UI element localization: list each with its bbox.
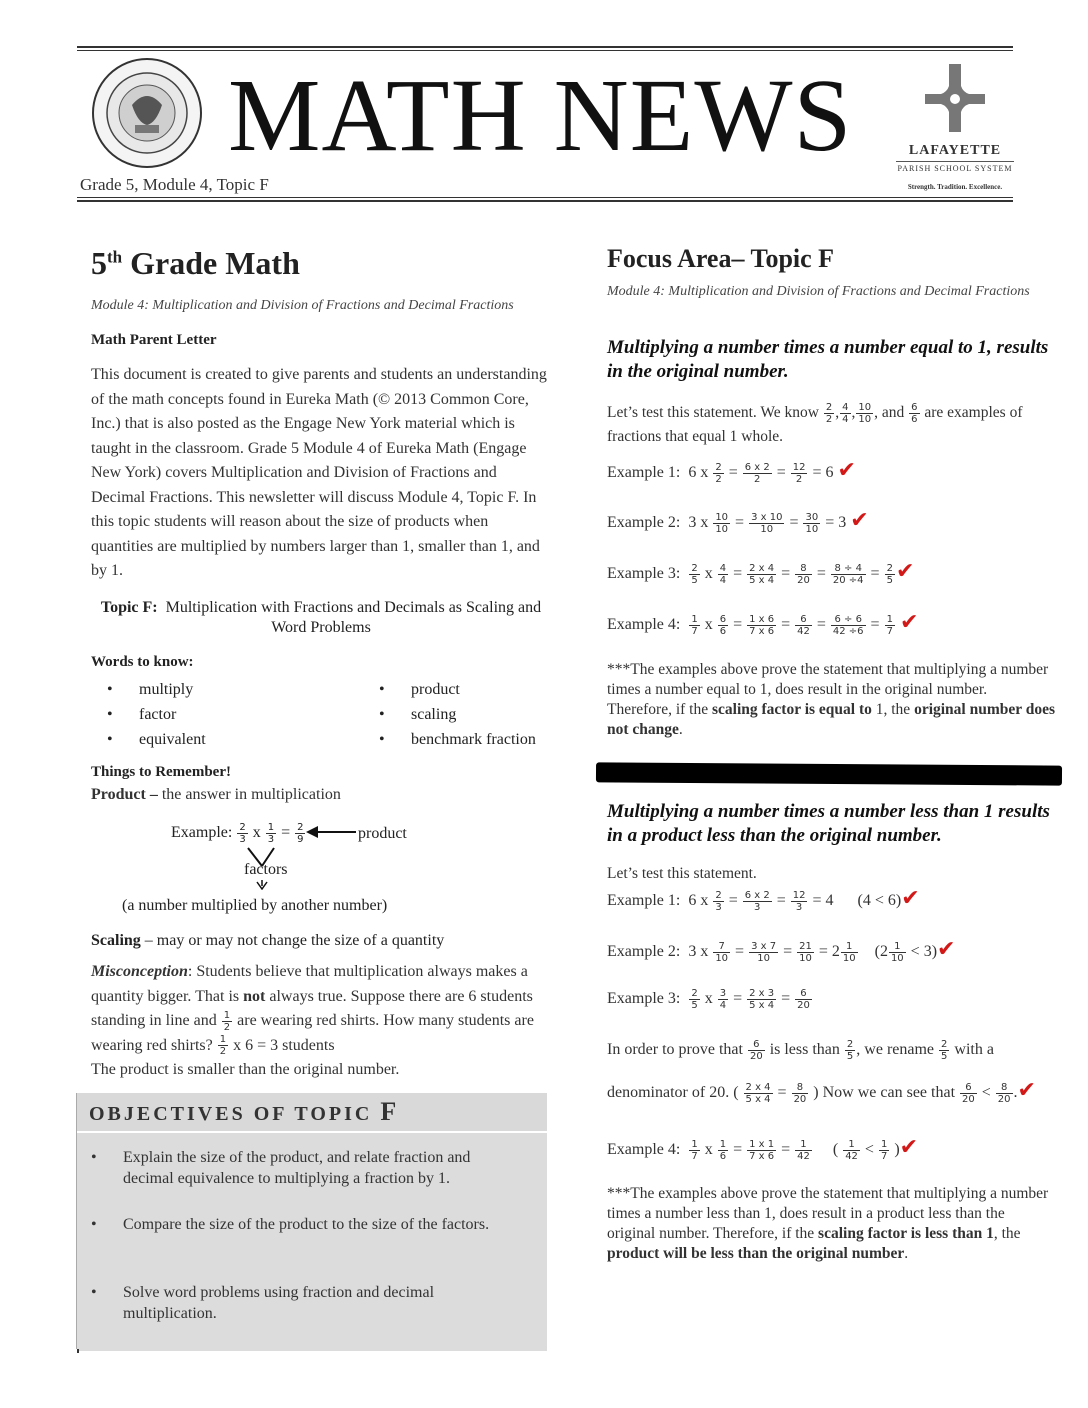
parent-letter-heading: Math Parent Letter	[91, 332, 217, 348]
grade-title: 5th Grade Math	[91, 245, 300, 281]
checkmark-icon: ✔	[850, 508, 869, 533]
objective-item: • Compare the size of the product to the size of the factors.	[123, 1214, 523, 1235]
left-bottom-rule	[77, 1349, 79, 1353]
example-4-equal: Example 4: $\frac{1}{7}$ x $\frac{6}{6}$ = $\frac{1 x 6}{7 x 6}$ = $\frac{6}{42}$ = $\frac{6 \div 6}{42 \div 6}$ = $\frac{1}{7}$ ✔	[607, 610, 919, 637]
factors-definition: (a number multiplied by another number)	[122, 897, 388, 914]
checkmark-icon: ✔	[895, 559, 915, 584]
section-heading-less-1: Multiplying a number times a number less than 1 results in a product less than the original number.	[607, 801, 1050, 846]
remember-heading: Things to Remember!	[91, 763, 231, 780]
example-1-equal: Example 1: 6 x $\frac{2}{2}$ = $\frac{6 x 2}{2}$ = $\frac{12}{2}$ = 6 ✔	[607, 458, 856, 485]
checkmark-icon: ✔	[899, 610, 919, 635]
lafayette-tagline: Strength. Tradition. Excellence.	[907, 183, 1003, 191]
lafayette-cross-icon	[923, 62, 987, 134]
example-3-equal: Example 3: $\frac{2}{5}$ x $\frac{4}{4}$ = $\frac{2 x 4}{5 x 4}$ = $\frac{8}{20}$ = $\frac{8 \div 4}{20 \div 4}$ = $\frac{2}{5}$ ✔	[607, 559, 915, 586]
example-2-less: Example 2: 3 x $\frac{7}{10}$ = $\frac{3 x 7}{10}$ = $\frac{21}{10}$ = 2 $\frac{1}{10}$ (2 $\frac{1}{10}$ < 3)✔	[607, 937, 956, 964]
objectives-box	[76, 1093, 547, 1349]
word-item: • multiply	[91, 681, 363, 702]
left-column	[91, 245, 551, 807]
word-item: • factor	[91, 706, 363, 727]
example-4-less: Example 4: $\frac{1}{7}$ x $\frac{1}{6}$ = $\frac{1 x 1}{7 x 6}$ = $\frac{1}{42}$ ( $\frac{1}{42}$ < $\frac{1}{7}$ )✔	[607, 1135, 919, 1162]
test-statement-equal-1: Let’s test this statement. We know $\frac{2}{2}$ , $\frac{4}{4}$ , $\frac{10}{10}$ , and $\frac{6}{6}$ are examples of fractions that equal 1 whole.	[607, 401, 1023, 445]
checkmark-icon: ✔	[837, 458, 856, 483]
words-heading: Words to know:	[91, 653, 194, 670]
test-statement-less-1: Let’s test this statement.	[607, 865, 757, 882]
word-item: • benchmark fraction	[363, 731, 563, 752]
checkmark-icon: ✔	[937, 937, 956, 962]
checkmark-icon: ✔	[899, 1135, 919, 1160]
right-column	[607, 244, 1057, 384]
top-rule	[77, 46, 1013, 48]
objective-item: • Solve word problems using fraction and decimal multiplication.	[123, 1282, 523, 1324]
denominator-statement: denominator of 20. ( $\frac{2 x 4}{5 x 4}$ = $\frac{8}{20}$ ) Now we can see that $\frac{6}{20}$ < $\frac{8}{20}$ .✔	[607, 1078, 1036, 1105]
topic-f-title: Topic F: Multiplication with Fractions and Decimals as Scaling and Word Problems	[100, 598, 542, 636]
product-definition: Product – the answer in multiplication	[91, 785, 341, 803]
lafayette-logo	[880, 62, 1030, 191]
redaction-bar	[596, 762, 1062, 785]
objectives-list	[77, 1131, 547, 1351]
word-item: • scaling	[363, 706, 563, 727]
masthead-title: MATH NEWS	[228, 58, 853, 173]
focus-area-title: Focus Area– Topic F	[607, 244, 835, 273]
lafayette-name: LAFAYETTE	[908, 143, 1002, 158]
checkmark-icon: ✔	[1017, 1078, 1036, 1103]
focus-module-subtitle: Module 4: Multiplication and Division of Fractions and Decimal Fractions	[607, 284, 1030, 299]
header-bottom-rule-thick	[77, 200, 1013, 202]
lafayette-subtitle: PARISH SCHOOL SYSTEM	[896, 161, 1014, 173]
section-heading-equal-1: Multiplying a number times a number equal to 1, results in the original number.	[607, 337, 1049, 382]
header-bottom-rule	[77, 197, 1013, 198]
misconception-paragraph: Misconception: Students believe that multiplication always makes a quantity bigger. That is not always true. Suppose there are 6 students standing in line and $\frac{1}{2}$ are wearing red shirts. How many students are wearing red shirts? $\frac{1}{2}$ x 6 = 3 students The product is smaller than the original number.	[91, 963, 534, 1078]
word-item: • product	[363, 681, 563, 702]
word-item: • equivalent	[91, 731, 363, 752]
checkmark-icon: ✔	[901, 886, 920, 911]
intro-paragraph: This document is created to give parents and students an understanding of the math concepts found in Eureka Math (© 2013 Common Core, Inc.) that is also posted as the Engage New York material which is taught in the classroom. Grade 5 Module 4 of Eureka Math (Engage New York) covers Multiplication and Division of Fractions and Decimal Fractions. This newsletter will discuss Module 4, Topic F. In this topic students will reason about the size of products when quantities are multiplied by numbers larger than 1, smaller than 1, and by 1.	[91, 366, 547, 579]
note-less-1: ***The examples above prove the statement that multiplying a number times a number less than 1, does result in a product less than the original number. Therefore, if the scaling factor is less than 1, the product will be less than the original number.	[607, 1185, 1049, 1262]
objective-item: • Explain the size of the product, and relate fraction and decimal equivalence to multiplying a fraction by 1.	[123, 1147, 523, 1189]
product-example: Example: $\frac{2}{3}$ x $\frac{1}{3}$ = $\frac{2}{9}$	[171, 822, 304, 845]
words-list	[91, 681, 551, 752]
objectives-title: OBJECTIVES OF TOPIC F	[89, 1097, 400, 1126]
factors-label: factors	[244, 861, 288, 878]
arrow-left-icon	[306, 824, 356, 840]
example-1-less: Example 1: 6 x $\frac{2}{3}$ = $\frac{6 x 2}{3}$ = $\frac{12}{3}$ = 4 (4 < 6)✔	[607, 886, 920, 913]
module-subtitle: Module 4: Multiplication and Division of Fractions and Decimal Fractions	[91, 298, 514, 313]
product-label: product	[358, 825, 407, 842]
vermilion-seal-logo	[88, 55, 206, 171]
example-2-equal: Example 2: 3 x $\frac{10}{10}$ = $\frac{3 x 10}{10}$ = $\frac{30}{10}$ = 3 ✔	[607, 508, 869, 535]
grade-module-topic: Grade 5, Module 4, Topic F	[80, 175, 269, 194]
top-rule-thin	[77, 50, 1013, 51]
example-3-less: Example 3: $\frac{2}{5}$ x $\frac{3}{4}$ = $\frac{2 x 3}{5 x 4}$ = $\frac{6}{20}$	[607, 988, 810, 1011]
scaling-definition: Scaling – may or may not change the size of a quantity	[91, 932, 445, 949]
note-equal-1: ***The examples above prove the statement that multiplying a number times a number equal to 1, does result in the original number. Therefore, if the scaling factor is equal to 1, the original number does not change.	[607, 661, 1056, 738]
prove-statement: In order to prove that $\frac{6}{20}$ is less than $\frac{2}{5}$ , we rename $\frac{2}{5}$ with a	[607, 1039, 994, 1062]
